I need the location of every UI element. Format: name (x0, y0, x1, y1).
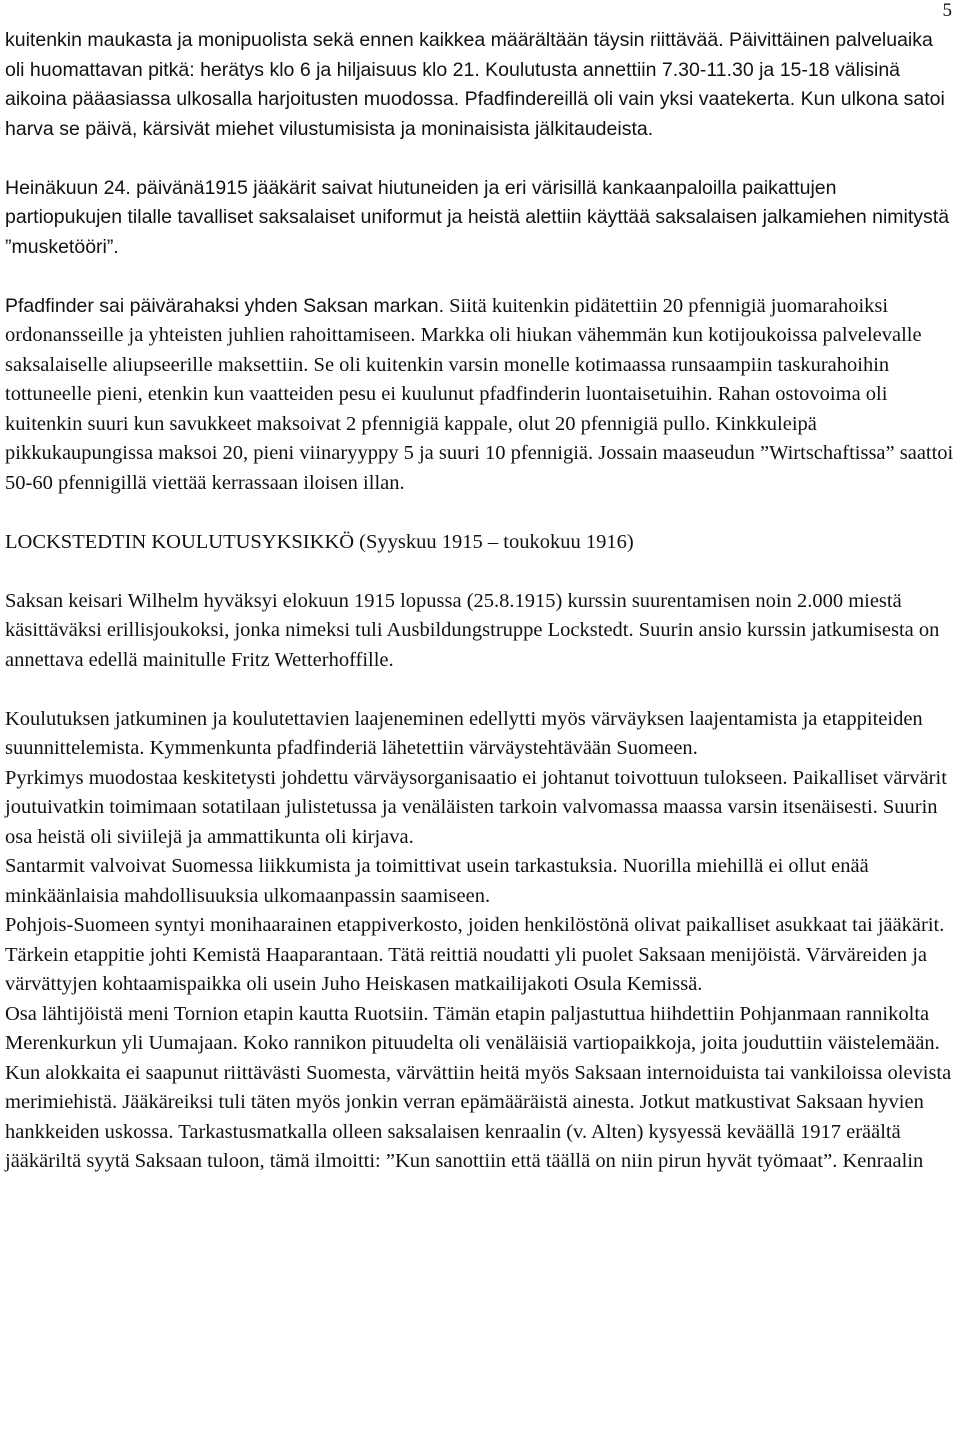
document-body (5, 26, 955, 1177)
paragraph-daily-pay (5, 292, 955, 499)
paragraph-gap (5, 144, 955, 174)
section-heading: LOCKSTEDTIN KOULUTUSYKSIKKÖ (Syyskuu 1915 – toukokuu 1916) (5, 530, 634, 553)
paragraph-recruits-origin: Kun alokkaita ei saapunut riittävästi Suomesta, värvättiin heitä myös Saksaan internoiduista tai vankiloissa olevista merimiehistä. Jääkäreiksi tuli täten myös jonkin verran epämääräistä ainesta. Jotkut matkustivat Saksaan hyvien hankkeiden uskossa. Tarkastusmatkalla olleen saksalaisen kenraalin (v. Alten) kysyessä keväällä 1917 eräältä jääkäriltä syytä Saksaan tuloon, tämä ilmoitti: ”Kun sanottiin että täällä on niin pirun hyvät työmaat”. Kenraalin (5, 1061, 952, 1172)
paragraph-tornio-route: Osa lähtijöistä meni Tornion etapin kautta Ruotsiin. Tämän etapin paljastuttua hiihdettiin Pohjanmaan rannikolta Merenkurkun yli Uumajaan. Koko rannikon pituudelta oli venäläisiä vartiopaikkoja, joita jouduttiin väistelemään. (5, 1002, 940, 1054)
paragraph-wilhelm-approval: Saksan keisari Wilhelm hyväksyi elokuun 1915 lopussa (25.8.1915) kurssin suurentamisen noin 2.000 miestä käsittäväksi erillisjoukoksi, jonka nimeksi tuli Ausbildungstruppe Lockstedt. Suurin ansio kurssin jatkumisesta on annettava edellä mainitulle Fritz Wetterhoffille. (5, 589, 940, 671)
paragraph-recruitment-expansion: Koulutuksen jatkuminen ja koulutettavien laajeneminen edellytti myös värväyksen laajentamista ja etappiteiden suunnittelemista. Kymmenkunta pfadfinderiä lähetettiin värväystehtävään Suomeen. (5, 707, 923, 759)
page-number: 5 (942, 0, 952, 21)
paragraph-training-schedule: kuitenkin maukasta ja monipuolista sekä ennen kaikkea määrältään täysin riittävää. Päivittäinen palveluaika oli huomattavan pitkä: herätys klo 6 ja hiljaisuus klo 21. Koulutusta annettiin 7.30-11.30 ja 15-18 välisinä aikoina pääasiassa ulkosalla harjoitusten muodossa. Pfadfindereillä oli vain yksi vaatekerta. Kun ulkona satoi harva se päivä, kärsivät miehet vilustumisista ja moninaisista jälkitaudeista. (5, 29, 945, 140)
paragraph-northern-routes: Pohjois-Suomeen syntyi monihaarainen etappiverkosto, joiden henkilöstönä olivat paikalliset asukkaat tai jääkärit. Tärkein etappitie johti Kemistä Haaparantaan. Tätä reittiä noudatti yli puolet Saksaan menijöistä. Värväreiden ja värvättyjen kohtaamispaikka oli usein Juho Heiskasen matkailijakoti Osula Kemissä. (5, 914, 945, 995)
paragraph-daily-pay-rest: Siitä kuitenkin pidätettiin 20 pfennigiä juomarahoiksi ordonansseille ja yhteisten juhlien rahoittamiseen. Markka oli hiukan vähemmän kun kotijoukoissa palvelevalle saksalaiselle aliupseerille maksettiin. Se oli kuitenkin varsin monelle kotimaassa runsaampiin taskurahoihin tottuneelle pieni, etenkin kun vaatteiden pesu ei kuulunut pfadfinderin luontaisetuihin. Rahan ostovoima oli kuitenkin suuri kun savukkeet maksoivat 2 pfennigiä kappale, olut 20 pfennigiä pullo. Kinkkuleipä pikkukaupungissa maksoi 20, pieni viinaryyppy 5 ja suuri 10 pfennigiä. Jossain maaseudun ”Wirtschaftissa” saattoi 50-60 pfennigillä viettää kerrassaan iloisen illan. (5, 294, 954, 494)
paragraph-gap (5, 557, 955, 587)
paragraph-recruitment-organisation: Pyrkimys muodostaa keskitetysti johdettu värväysorganisaatio ei johtanut toivottuun tulokseen. Paikalliset värvärit joutuivatkin toimimaan sotatilaan julistetussa ja venäläisten tarkoin valvomassa maassa varsin itsenäisesti. Suurin osa heistä oli siviilejä ja ammattikunta oli kirjava. (5, 766, 947, 848)
paragraph-gap (5, 262, 955, 292)
paragraph-uniforms: Heinäkuun 24. päivänä1915 jääkärit saivat hiutuneiden ja eri värisillä kankaanpaloilla paikattujen partiopukujen tilalle tavalliset saksalaiset uniformut ja heistä alettiin käyttää saksalaisen jalkamiehen nimitystä ”musketööri”. (5, 176, 950, 258)
paragraph-daily-pay-lead: Pfadfinder sai päivärahaksi yhden Saksan markan. (5, 294, 444, 317)
paragraph-gap (5, 675, 955, 705)
paragraph-gap (5, 498, 955, 528)
paragraph-gendarmes: Santarmit valvoivat Suomessa liikkumista ja toimittivat usein tarkastuksia. Nuorilla miehillä ei ollut enää minkäänlaisia mahdollisuuksia ulkomaanpassin saamiseen. (5, 855, 869, 907)
